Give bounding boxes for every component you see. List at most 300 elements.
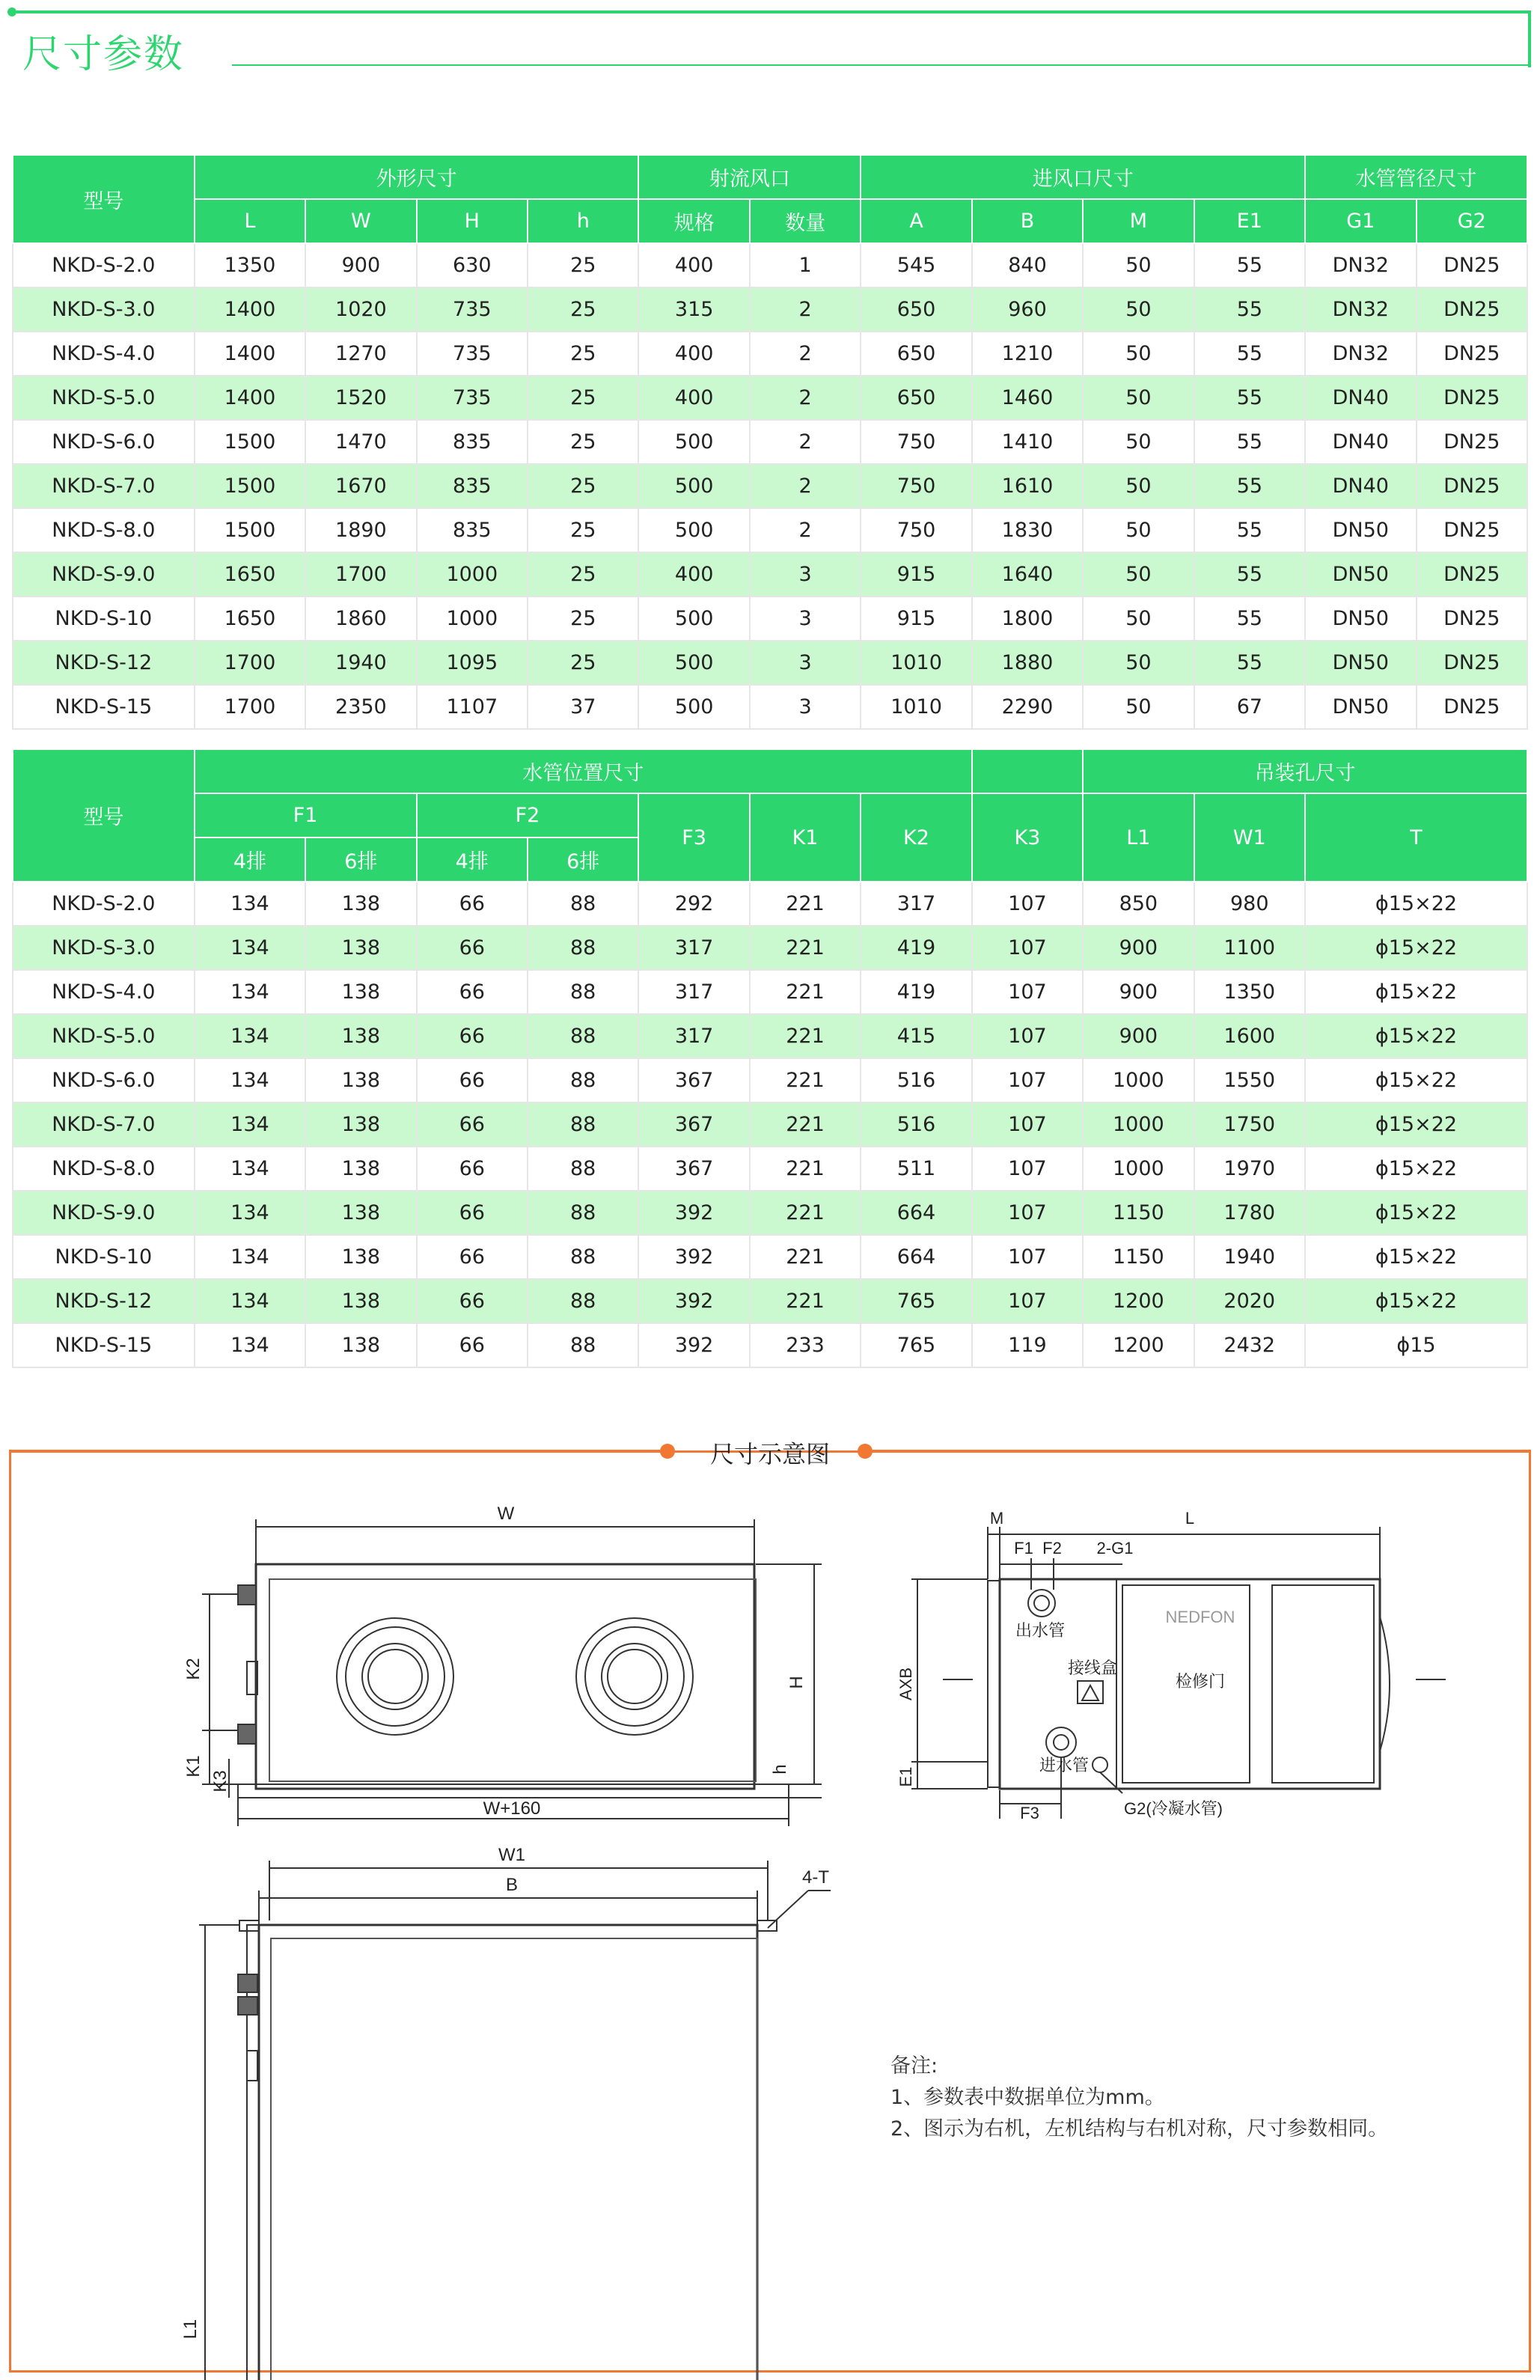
value-cell: DN50 xyxy=(1305,552,1416,596)
model-cell: NKD-S-8.0 xyxy=(13,1147,195,1191)
front-label-h: H xyxy=(786,1676,807,1689)
side-label-f3: F3 xyxy=(1020,1804,1039,1822)
notes xyxy=(890,2051,1388,2145)
value-cell: 55 xyxy=(1194,420,1305,464)
header-model: 型号 xyxy=(13,749,195,882)
front-label-k3: K3 xyxy=(210,1770,230,1792)
header-t: T xyxy=(1305,793,1527,882)
value-cell: 960 xyxy=(972,287,1083,332)
value-cell: DN40 xyxy=(1305,420,1416,464)
subheader-cell: A xyxy=(861,199,971,243)
value-cell: 1860 xyxy=(305,596,416,641)
side-label-in: 进水管 xyxy=(1039,1756,1090,1775)
value-cell: 1500 xyxy=(195,508,305,552)
value-cell: 1700 xyxy=(195,641,305,685)
value-cell: 765 xyxy=(861,1279,971,1323)
value-cell: 50 xyxy=(1083,376,1194,420)
value-cell: 88 xyxy=(528,1191,638,1235)
value-cell: 66 xyxy=(417,1102,528,1147)
value-cell: 138 xyxy=(305,1102,416,1147)
value-cell: 107 xyxy=(972,970,1083,1014)
value-cell: 765 xyxy=(861,1323,971,1367)
value-cell: 392 xyxy=(638,1279,749,1323)
value-cell: 1100 xyxy=(1194,926,1305,970)
value-cell: 134 xyxy=(195,882,305,926)
value-cell: 50 xyxy=(1083,332,1194,376)
value-cell: 915 xyxy=(861,596,971,641)
value-cell: 88 xyxy=(528,1323,638,1367)
value-cell: 900 xyxy=(1083,970,1194,1014)
value-cell: 1780 xyxy=(1194,1191,1305,1235)
value-cell: 221 xyxy=(750,1191,861,1235)
value-cell: 664 xyxy=(861,1235,971,1279)
value-cell: 88 xyxy=(528,1102,638,1147)
value-cell: 900 xyxy=(305,243,416,287)
value-cell: DN25 xyxy=(1417,287,1527,332)
value-cell: 850 xyxy=(1083,882,1194,926)
value-cell: 134 xyxy=(195,1323,305,1367)
value-cell: 3 xyxy=(750,596,861,641)
value-cell: ϕ15×22 xyxy=(1305,1058,1527,1102)
value-cell: 88 xyxy=(528,1014,638,1058)
value-cell: 1150 xyxy=(1083,1235,1194,1279)
value-cell: 1350 xyxy=(1194,970,1305,1014)
header-group-pipe: 水管管径尺寸 xyxy=(1305,155,1527,199)
header-f1-6rows: 6排 xyxy=(305,837,416,882)
value-cell: 138 xyxy=(305,926,416,970)
value-cell: ϕ15×22 xyxy=(1305,1235,1527,1279)
value-cell: 1200 xyxy=(1083,1279,1194,1323)
value-cell: 315 xyxy=(638,287,749,332)
value-cell: 750 xyxy=(861,508,971,552)
value-cell: 1880 xyxy=(972,641,1083,685)
model-cell: NKD-S-6.0 xyxy=(13,420,195,464)
value-cell: 1095 xyxy=(417,641,528,685)
model-cell: NKD-S-9.0 xyxy=(13,1191,195,1235)
model-cell: NKD-S-15 xyxy=(13,1323,195,1367)
value-cell: 88 xyxy=(528,1147,638,1191)
value-cell: 66 xyxy=(417,1323,528,1367)
value-cell: 55 xyxy=(1194,332,1305,376)
value-cell: 138 xyxy=(305,1191,416,1235)
model-cell: NKD-S-7.0 xyxy=(13,1102,195,1147)
value-cell: 233 xyxy=(750,1323,861,1367)
value-cell: DN25 xyxy=(1417,685,1527,729)
model-cell: NKD-S-2.0 xyxy=(13,882,195,926)
model-cell: NKD-S-9.0 xyxy=(13,552,195,596)
model-cell: NKD-S-4.0 xyxy=(13,332,195,376)
value-cell: 980 xyxy=(1194,882,1305,926)
side-label-g2: G2(冷凝水管) xyxy=(1123,1799,1223,1818)
value-cell: 317 xyxy=(638,926,749,970)
value-cell: 1010 xyxy=(861,641,971,685)
side-label-out: 出水管 xyxy=(1015,1621,1066,1640)
top-label-l1: L1 xyxy=(180,2319,201,2340)
value-cell: 367 xyxy=(638,1058,749,1102)
value-cell: 66 xyxy=(417,882,528,926)
value-cell: 55 xyxy=(1194,464,1305,508)
value-cell: 107 xyxy=(972,926,1083,970)
value-cell: 1800 xyxy=(972,596,1083,641)
value-cell: 400 xyxy=(638,332,749,376)
front-label-hh: h xyxy=(770,1764,790,1775)
value-cell: 1940 xyxy=(305,641,416,685)
side-label-e1: E1 xyxy=(896,1766,915,1787)
value-cell: DN50 xyxy=(1305,596,1416,641)
value-cell: 545 xyxy=(861,243,971,287)
value-cell: 55 xyxy=(1194,287,1305,332)
value-cell: 107 xyxy=(972,1102,1083,1147)
value-cell: 511 xyxy=(861,1147,971,1191)
value-cell: 1 xyxy=(750,243,861,287)
side-label-f1: F1 xyxy=(1014,1539,1033,1557)
value-cell: 500 xyxy=(638,596,749,641)
value-cell: 221 xyxy=(750,1147,861,1191)
subheader-cell: H xyxy=(417,199,528,243)
value-cell: 1350 xyxy=(195,243,305,287)
value-cell: 630 xyxy=(417,243,528,287)
value-cell: 392 xyxy=(638,1323,749,1367)
header-f1-4rows: 4排 xyxy=(195,837,305,882)
value-cell: 50 xyxy=(1083,552,1194,596)
value-cell: 138 xyxy=(305,1235,416,1279)
value-cell: DN25 xyxy=(1417,552,1527,596)
model-cell: NKD-S-12 xyxy=(13,641,195,685)
header-k1: K1 xyxy=(750,793,861,882)
value-cell: 134 xyxy=(195,1014,305,1058)
value-cell: 500 xyxy=(638,464,749,508)
value-cell: 2350 xyxy=(305,685,416,729)
value-cell: 1000 xyxy=(1083,1147,1194,1191)
value-cell: 1500 xyxy=(195,464,305,508)
value-cell: 1830 xyxy=(972,508,1083,552)
model-cell: NKD-S-15 xyxy=(13,685,195,729)
header-l1: L1 xyxy=(1083,793,1194,882)
header-group-inlet: 进风口尺寸 xyxy=(861,155,1305,199)
value-cell: 55 xyxy=(1194,508,1305,552)
value-cell: 1400 xyxy=(195,376,305,420)
value-cell: 107 xyxy=(972,1191,1083,1235)
value-cell: 221 xyxy=(750,1235,861,1279)
model-cell: NKD-S-3.0 xyxy=(13,926,195,970)
subheader-cell: B xyxy=(972,199,1083,243)
value-cell: 2290 xyxy=(972,685,1083,729)
value-cell: DN25 xyxy=(1417,596,1527,641)
value-cell: 221 xyxy=(750,1058,861,1102)
value-cell: 138 xyxy=(305,1058,416,1102)
value-cell: 107 xyxy=(972,1058,1083,1102)
value-cell: 750 xyxy=(861,420,971,464)
top-view-drawing xyxy=(199,1861,831,2380)
value-cell: 138 xyxy=(305,882,416,926)
value-cell: DN25 xyxy=(1417,464,1527,508)
value-cell: 317 xyxy=(638,970,749,1014)
value-cell: 292 xyxy=(638,882,749,926)
value-cell: 134 xyxy=(195,1147,305,1191)
value-cell: 134 xyxy=(195,970,305,1014)
side-label-door: 检修门 xyxy=(1175,1672,1226,1691)
value-cell: 1000 xyxy=(417,596,528,641)
value-cell: 1670 xyxy=(305,464,416,508)
subheader-cell: E1 xyxy=(1194,199,1305,243)
value-cell: 3 xyxy=(750,685,861,729)
header-f2-6rows: 6排 xyxy=(528,837,638,882)
value-cell: 107 xyxy=(972,1147,1083,1191)
value-cell: 1400 xyxy=(195,287,305,332)
value-cell: DN25 xyxy=(1417,641,1527,685)
value-cell: 1600 xyxy=(1194,1014,1305,1058)
side-label-brand: NEDFON xyxy=(1165,1608,1235,1626)
value-cell: 88 xyxy=(528,926,638,970)
value-cell: DN25 xyxy=(1417,508,1527,552)
value-cell: 1107 xyxy=(417,685,528,729)
value-cell: 900 xyxy=(1083,926,1194,970)
value-cell: 400 xyxy=(638,552,749,596)
header-group-outline: 外形尺寸 xyxy=(195,155,639,199)
value-cell: DN40 xyxy=(1305,376,1416,420)
value-cell: 1400 xyxy=(195,332,305,376)
value-cell: 55 xyxy=(1194,596,1305,641)
value-cell: DN25 xyxy=(1417,243,1527,287)
header-w1: W1 xyxy=(1194,793,1305,882)
value-cell: 317 xyxy=(861,882,971,926)
value-cell: 1550 xyxy=(1194,1058,1305,1102)
model-cell: NKD-S-4.0 xyxy=(13,970,195,1014)
value-cell: 25 xyxy=(528,243,638,287)
model-cell: NKD-S-6.0 xyxy=(13,1058,195,1102)
value-cell: ϕ15×22 xyxy=(1305,926,1527,970)
value-cell: 25 xyxy=(528,420,638,464)
value-cell: 650 xyxy=(861,332,971,376)
value-cell: 55 xyxy=(1194,552,1305,596)
value-cell: 419 xyxy=(861,926,971,970)
top-label-t: 4-T xyxy=(802,1867,829,1888)
subheader-cell: 数量 xyxy=(750,199,861,243)
value-cell: 221 xyxy=(750,1279,861,1323)
value-cell: 134 xyxy=(195,1102,305,1147)
value-cell: 66 xyxy=(417,1279,528,1323)
value-cell: 1000 xyxy=(1083,1102,1194,1147)
value-cell: 25 xyxy=(528,332,638,376)
value-cell: 25 xyxy=(528,552,638,596)
value-cell: DN32 xyxy=(1305,332,1416,376)
notes-line-2: 2、图示为右机，左机结构与右机对称，尺寸参数相同。 xyxy=(890,2117,1389,2141)
model-cell: NKD-S-8.0 xyxy=(13,508,195,552)
value-cell: 1700 xyxy=(305,552,416,596)
value-cell: 735 xyxy=(417,376,528,420)
value-cell: ϕ15×22 xyxy=(1305,1102,1527,1147)
value-cell: 134 xyxy=(195,1279,305,1323)
value-cell: 835 xyxy=(417,508,528,552)
subheader-cell: h xyxy=(528,199,638,243)
value-cell: 419 xyxy=(861,970,971,1014)
header-f2-4rows: 4排 xyxy=(417,837,528,882)
value-cell: 88 xyxy=(528,1058,638,1102)
subheader-cell: W xyxy=(305,199,416,243)
value-cell: 2 xyxy=(750,376,861,420)
value-cell: 1520 xyxy=(305,376,416,420)
value-cell: DN25 xyxy=(1417,332,1527,376)
value-cell: ϕ15 xyxy=(1305,1323,1527,1367)
value-cell: 55 xyxy=(1194,376,1305,420)
value-cell: 88 xyxy=(528,1235,638,1279)
value-cell: 138 xyxy=(305,1323,416,1367)
value-cell: 317 xyxy=(638,1014,749,1058)
value-cell: 107 xyxy=(972,882,1083,926)
value-cell: 516 xyxy=(861,1058,971,1102)
value-cell: 1940 xyxy=(1194,1235,1305,1279)
front-view-drawing xyxy=(202,1519,822,1826)
value-cell: 50 xyxy=(1083,287,1194,332)
subheader-cell: G1 xyxy=(1305,199,1416,243)
top-label-b: B xyxy=(505,1875,519,1895)
value-cell: 2 xyxy=(750,420,861,464)
front-label-w: W xyxy=(497,1504,515,1524)
value-cell: 25 xyxy=(528,596,638,641)
value-cell: 2 xyxy=(750,464,861,508)
header-k2: K2 xyxy=(861,793,971,882)
value-cell: 500 xyxy=(638,641,749,685)
value-cell: 840 xyxy=(972,243,1083,287)
value-cell: DN40 xyxy=(1305,464,1416,508)
value-cell: 735 xyxy=(417,287,528,332)
value-cell: 88 xyxy=(528,970,638,1014)
subheader-cell: G2 xyxy=(1417,199,1527,243)
value-cell: 735 xyxy=(417,332,528,376)
value-cell: DN50 xyxy=(1305,641,1416,685)
page-title: 尺寸参数 xyxy=(22,32,185,77)
value-cell: 50 xyxy=(1083,464,1194,508)
value-cell: DN25 xyxy=(1417,376,1527,420)
value-cell: 1270 xyxy=(305,332,416,376)
model-cell: NKD-S-7.0 xyxy=(13,464,195,508)
value-cell: 25 xyxy=(528,464,638,508)
value-cell: 25 xyxy=(528,287,638,332)
header-group-jet: 射流风口 xyxy=(638,155,861,199)
value-cell: 2 xyxy=(750,508,861,552)
value-cell: 392 xyxy=(638,1191,749,1235)
value-cell: 516 xyxy=(861,1102,971,1147)
header-group-hang: 吊装孔尺寸 xyxy=(1083,749,1527,793)
value-cell: 835 xyxy=(417,420,528,464)
value-cell: 915 xyxy=(861,552,971,596)
value-cell: 900 xyxy=(1083,1014,1194,1058)
value-cell: 66 xyxy=(417,926,528,970)
value-cell: 50 xyxy=(1083,508,1194,552)
value-cell: 392 xyxy=(638,1235,749,1279)
model-cell: NKD-S-10 xyxy=(13,596,195,641)
value-cell: 88 xyxy=(528,882,638,926)
value-cell: 107 xyxy=(972,1279,1083,1323)
value-cell: 1000 xyxy=(1083,1058,1194,1102)
value-cell: 2020 xyxy=(1194,1279,1305,1323)
value-cell: 650 xyxy=(861,376,971,420)
value-cell: 835 xyxy=(417,464,528,508)
value-cell: 50 xyxy=(1083,685,1194,729)
value-cell: 134 xyxy=(195,1235,305,1279)
value-cell: 221 xyxy=(750,1014,861,1058)
value-cell: 107 xyxy=(972,1014,1083,1058)
notes-title: 备注: xyxy=(890,2054,938,2078)
value-cell: 1460 xyxy=(972,376,1083,420)
value-cell: 66 xyxy=(417,1235,528,1279)
value-cell: 1610 xyxy=(972,464,1083,508)
value-cell: 1650 xyxy=(195,596,305,641)
value-cell: 138 xyxy=(305,1014,416,1058)
notes-line-1: 1、参数表中数据单位为mm。 xyxy=(890,2086,1165,2109)
front-label-k1: K1 xyxy=(183,1755,204,1778)
header-f1: F1 xyxy=(195,793,417,837)
side-label-axb: AXB xyxy=(896,1667,915,1701)
side-label-l: L xyxy=(1185,1509,1195,1528)
front-label-k2: K2 xyxy=(183,1658,204,1680)
value-cell: 367 xyxy=(638,1102,749,1147)
value-cell: 400 xyxy=(638,376,749,420)
value-cell: 1000 xyxy=(417,552,528,596)
value-cell: 55 xyxy=(1194,641,1305,685)
value-cell: 25 xyxy=(528,641,638,685)
value-cell: 50 xyxy=(1083,243,1194,287)
value-cell: 3 xyxy=(750,641,861,685)
value-cell: 3 xyxy=(750,552,861,596)
value-cell: 664 xyxy=(861,1191,971,1235)
value-cell: 1500 xyxy=(195,420,305,464)
value-cell: 55 xyxy=(1194,243,1305,287)
side-label-box: 接线盒 xyxy=(1067,1659,1118,1677)
value-cell: 37 xyxy=(528,685,638,729)
value-cell: DN32 xyxy=(1305,243,1416,287)
value-cell: 1700 xyxy=(195,685,305,729)
value-cell: 750 xyxy=(861,464,971,508)
value-cell: 1200 xyxy=(1083,1323,1194,1367)
value-cell: ϕ15×22 xyxy=(1305,1279,1527,1323)
value-cell: DN32 xyxy=(1305,287,1416,332)
value-cell: 367 xyxy=(638,1147,749,1191)
value-cell: 1890 xyxy=(305,508,416,552)
header-f2: F2 xyxy=(417,793,639,837)
value-cell: 50 xyxy=(1083,420,1194,464)
value-cell: 650 xyxy=(861,287,971,332)
value-cell: 66 xyxy=(417,1014,528,1058)
header-group-water: 水管位置尺寸 xyxy=(195,749,972,793)
value-cell: 119 xyxy=(972,1323,1083,1367)
subheader-cell: L xyxy=(195,199,305,243)
header-model: 型号 xyxy=(13,155,195,243)
value-cell: 67 xyxy=(1194,685,1305,729)
value-cell: DN50 xyxy=(1305,508,1416,552)
value-cell: 134 xyxy=(195,1058,305,1102)
value-cell: ϕ15×22 xyxy=(1305,1191,1527,1235)
value-cell: ϕ15×22 xyxy=(1305,1014,1527,1058)
value-cell: 66 xyxy=(417,970,528,1014)
value-cell: 66 xyxy=(417,1058,528,1102)
value-cell: 2 xyxy=(750,332,861,376)
diagram-title: 尺寸示意图 xyxy=(709,1440,830,1468)
header-f3: F3 xyxy=(638,793,749,882)
model-cell: NKD-S-12 xyxy=(13,1279,195,1323)
side-label-m: M xyxy=(989,1509,1004,1528)
value-cell: DN50 xyxy=(1305,685,1416,729)
header-k3: K3 xyxy=(972,793,1083,882)
side-label-f2: F2 xyxy=(1042,1539,1062,1557)
subheader-cell: M xyxy=(1083,199,1194,243)
value-cell: 1210 xyxy=(972,332,1083,376)
value-cell: 1020 xyxy=(305,287,416,332)
value-cell: 134 xyxy=(195,926,305,970)
value-cell: 50 xyxy=(1083,596,1194,641)
value-cell: 25 xyxy=(528,376,638,420)
model-cell: NKD-S-10 xyxy=(13,1235,195,1279)
